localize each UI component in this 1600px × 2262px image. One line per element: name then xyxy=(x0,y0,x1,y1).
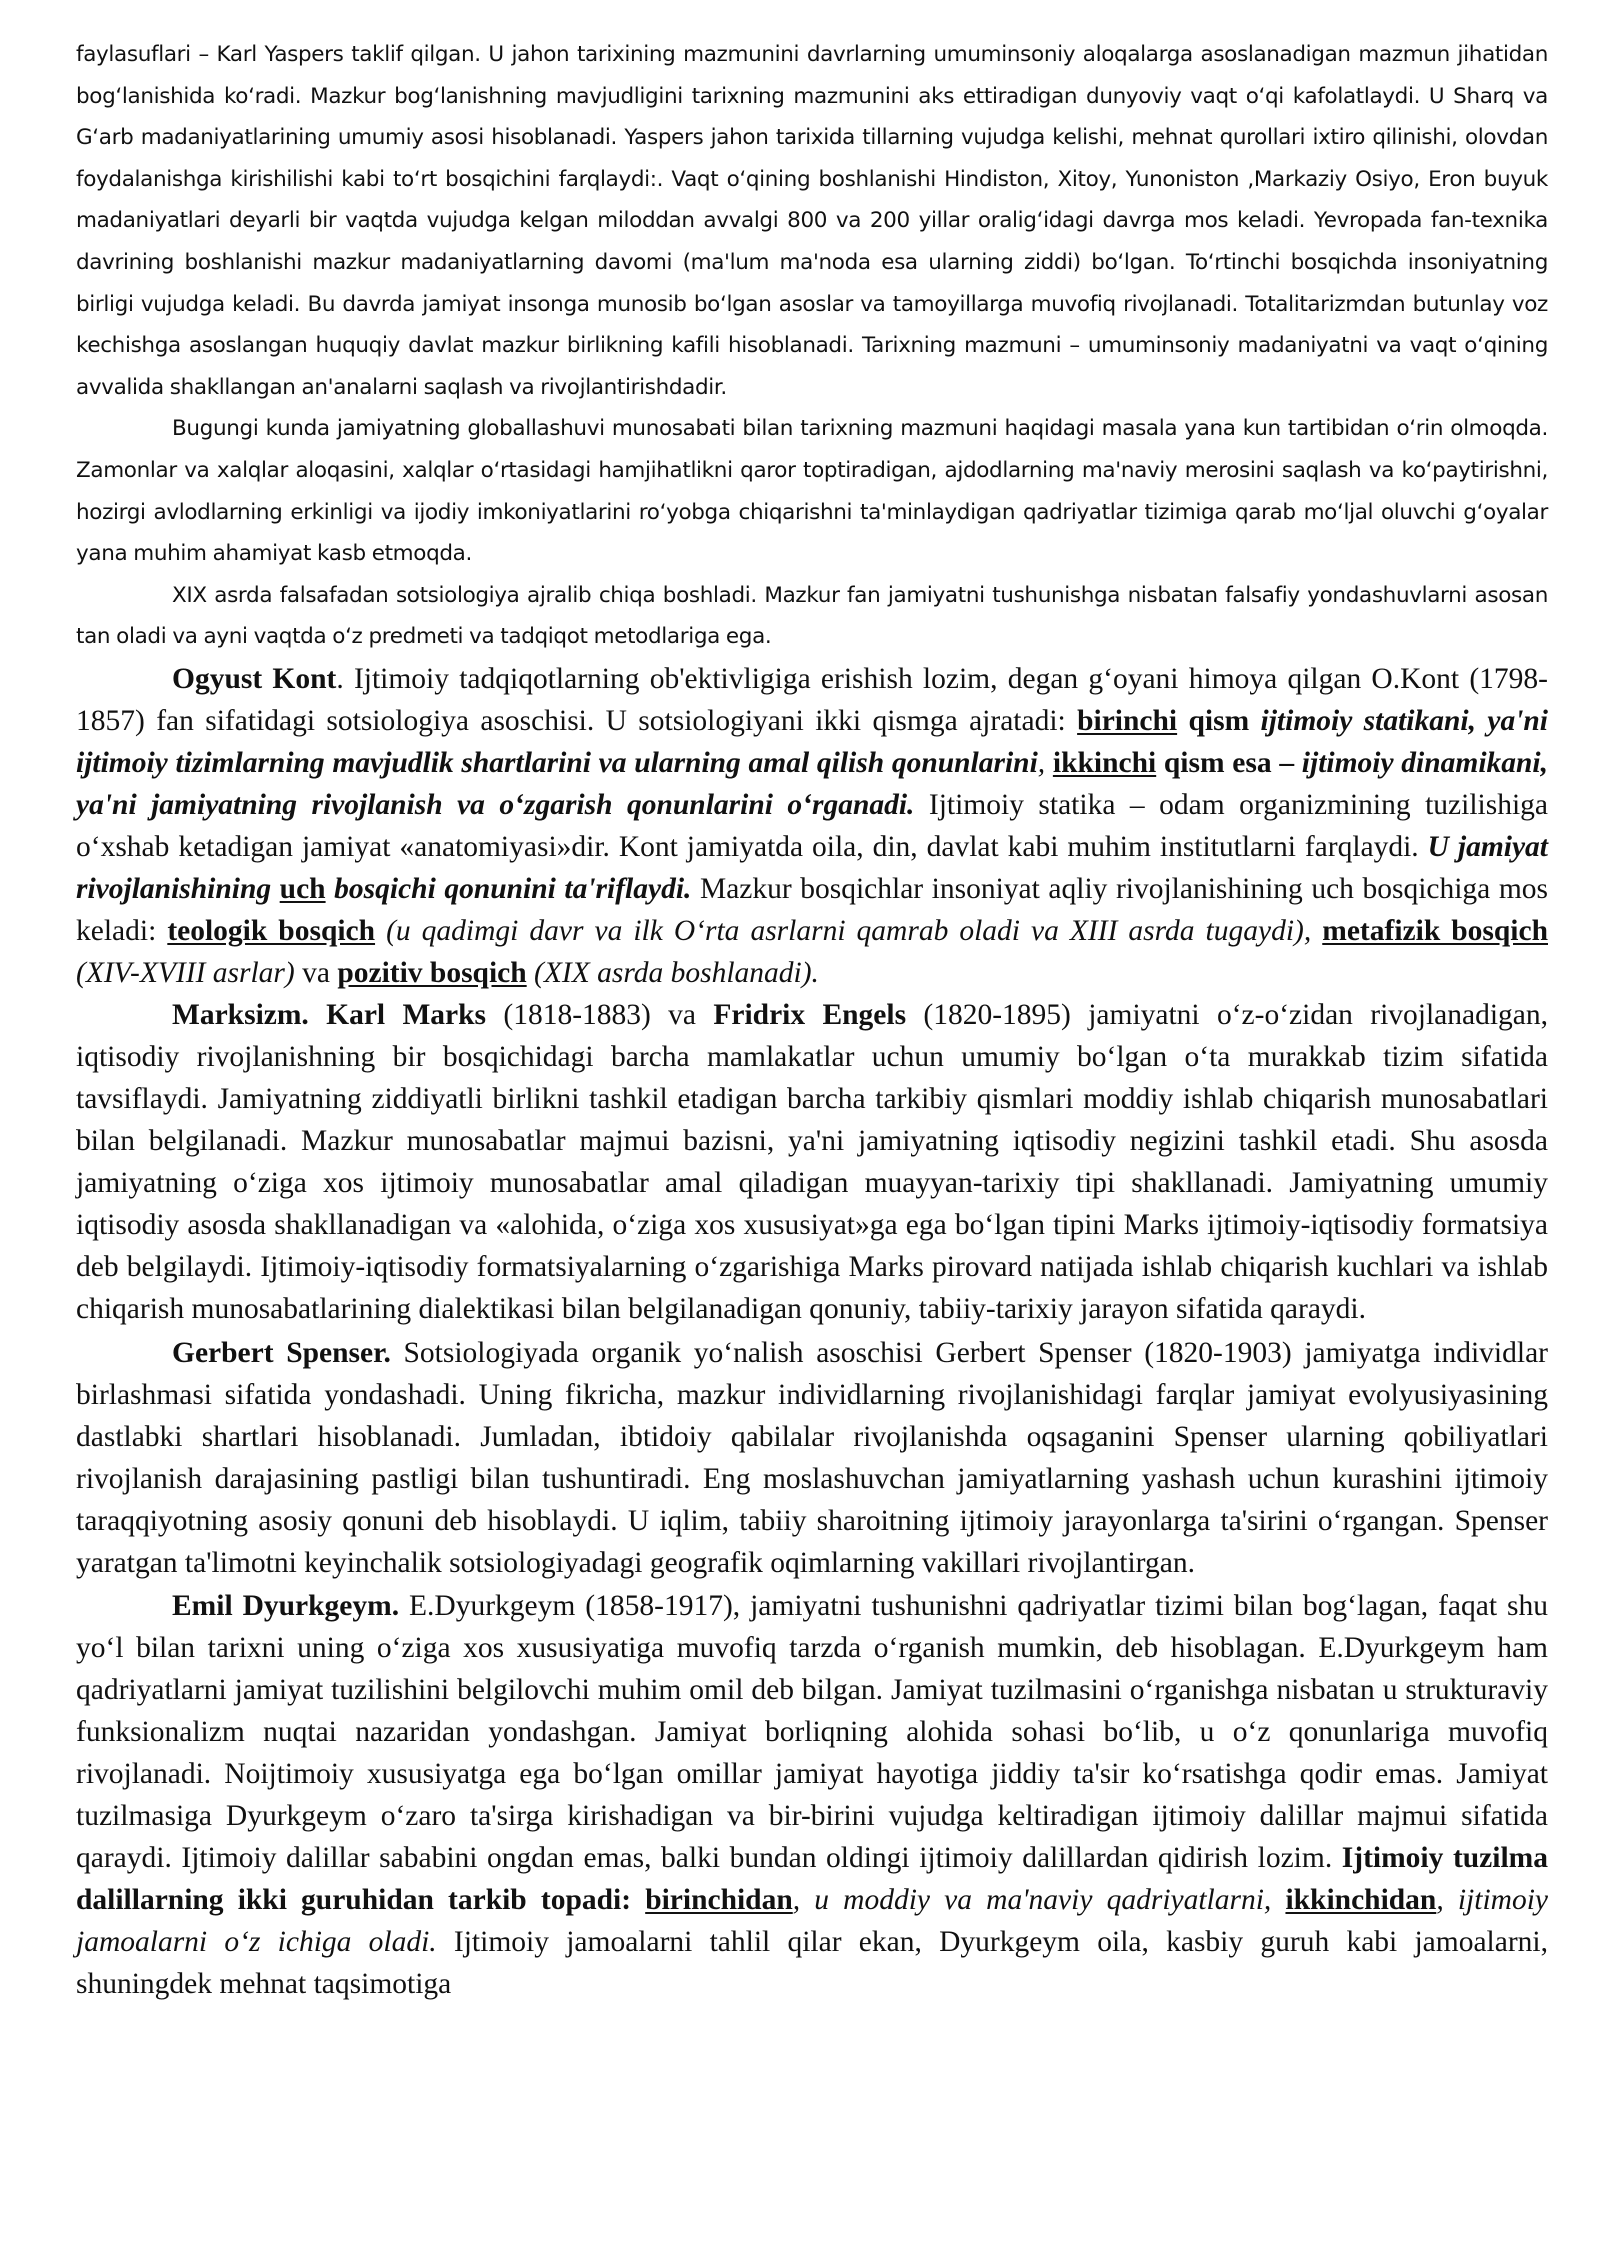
text-run: (1820-1895) jamiyatni o‘z-o‘zidan rivojlanadigan, iqtisodiy rivojlanishning bir bosqichidagi barcha mamlakatlar uchun umumiy bo‘lgan o‘ta murakkab tizim sifatida tavsiflaydi. Jamiyatning ziddiyatli birlikni tashkil etadigan barcha tarkibiy qismlari moddiy ishlab chiqarish munosabatlari bilan belgilanadi. Mazkur munosabatlar majmui bazisni, ya'ni jamiyatning iqtisodiy negizini tashkil etadi. Shu asosda jamiyatning o‘ziga xos ijtimoiy munosabatlar amal qiladigan muayyan-tarixiy tipi shakllanadi. Jamiyatning umumiy iqtisodiy asosda shakllanadigan va «alohida, o‘ziga xos xususiyat»ga ega bo‘lgan tipini Marks ijtimoiy-iqtisodiy formatsiya deb belgilaydi. Ijtimoiy-iqtisodiy formatsiyalarning o‘zgarishiga Marks pirovard natijada ishlab chiqarish kuchlari va ishlab chiqarish munosabatlarining dialektikasi bilan belgilanadigan qonuniy, tabiiy-tarixiy jarayon sifatida qaraydi. xyxy=(76,998,1549,1325)
text-run: ijtimoiy statikani, ya'ni ijtimoiy tizimlarning mavjudlik shartlarini va ularning amal qilish qonunlarini xyxy=(76,704,1548,779)
text-run: , ijtimoiy jamoalarni o‘z ichiga oladi. xyxy=(76,1883,1548,1958)
paragraph-auguste-comte xyxy=(76,658,1548,994)
text-run: Emil Dyurkgeym. xyxy=(172,1589,400,1622)
text-run: pozitiv bosqich xyxy=(337,956,527,989)
text-run: Sotsiologiyada organik yo‘nalish asoschisi Gerbert Spenser (1820-1903) jamiyatga individlar birlashmasi sifatida yondashadi. Uning fikricha, mazkur individlarning rivojlanishidagi farqlar jamiyat evolyusiyasining dastlabki shartlari hisoblanadi. Jumladan, ibtidoiy qabilalar rivojlanishda oqsaganini Spenser ularning qobiliyatlari rivojlanish darajasining pastligi bilan tushuntiradi. Eng moslashuvchan jamiyatlarning yashash uchun kurashini ijtimoiy taraqqiyotning asosiy qonuni deb hisoblaydi. U iqlim, tabiiy sharoitning ijtimoiy jarayonlarga ta'sirini o‘rgangan. Spenser yaratgan ta'limotni keyinchalik sotsiologiyadagi geografik oqimlarning vakillari rivojlantirgan. xyxy=(76,1336,1548,1579)
text-run: (1818-1883) va xyxy=(486,998,714,1031)
text-run: Mazkur bosqichlar insoniyat aqliy rivojlanishining uch bosqichiga mos keladi: xyxy=(76,872,1548,947)
text-run: , xyxy=(1037,746,1053,779)
text-run: ijtimoiy dinamikani, ya'ni jamiyatning rivojlanish va o‘zgarish qonunlarini o‘rganadi. xyxy=(76,746,1549,821)
text-run: (XIV-XVIII asrlar) xyxy=(76,956,295,989)
text-run: ikkinchidan xyxy=(1285,1883,1437,1916)
text-run: E.Dyurkgeym (1858-1917), jamiyatni tushunishni qadriyatlar tizimi bilan bog‘lagan, faqat shu yo‘l bilan tarixni uning o‘ziga xos xususiyatiga muvofiq tarzda o‘rganish mumkin, deb hisoblagan. E.Dyurkgeym ham qadriyatlarni jamiyat tuzilishini belgilovchi muhim omil deb bilgan. Jamiyat tuzilmasini o‘rganishga nisbatan u strukturaviy funksionalizm nuqtai nazaridan yondashgan. Jamiyat borliqning alohida sohasi bo‘lib, u o‘z qonunlariga muvofiq rivojlanadi. Noijtimoiy xususiyatga ega bo‘lgan omillar jamiyat hayotiga jiddiy ta'sir ko‘rsatishga qodir emas. Jamiyat tuzilmasiga Dyurkgeym o‘zaro ta'sirga kirishadigan va bir-birini vujudga keltiradigan ijtimoiy dalillar majmui sifatida qaraydi. Ijtimoiy dalillar sababini ongdan emas, balki bundan oldingi ijtimoiy dalillardan qidirish lozim. xyxy=(76,1589,1548,1874)
text-run xyxy=(631,1884,645,1916)
text-run: teologik bosqich xyxy=(167,914,376,947)
text-run: va xyxy=(294,956,338,989)
text-run: Ijtimoiy jamoalarni tahlil qilar ekan, Dyurkgeym oila, kasbiy guruh kabi jamoalarni, shuningdek mehnat taqsimotiga xyxy=(76,1925,1548,2000)
paragraph-marxism xyxy=(76,994,1548,1330)
text-run: XIX asrda falsafadan sotsiologiya ajralib chiqa boshladi. Mazkur fan jamiyatni tushunishga nisbatan falsafiy yondashuvlarni asosan tan oladi va ayni vaqtda o‘z predmeti va tadqiqot metodlariga ega. xyxy=(76,582,1548,650)
text-run: ikkinchi xyxy=(1052,746,1157,779)
paragraph-emile-durkheim xyxy=(76,1585,1548,2005)
text-run: qism esa – xyxy=(1156,746,1302,779)
text-run: Gerbert Spenser. xyxy=(172,1336,391,1369)
paragraph-sociology-origin xyxy=(76,575,1548,658)
paragraph-yaspers xyxy=(76,34,1548,408)
text-run: Ijtimoiy tuzilma dalillarning ikki guruhidan tarkib topadi: xyxy=(76,1841,1548,1916)
text-run: metafizik bosqich xyxy=(1322,914,1548,947)
text-run: Ogyust Kont xyxy=(172,662,337,695)
text-run: U jamiyat rivojlanishining xyxy=(76,830,1548,905)
text-run: Ijtimoiy statika – odam organizmining tuzilishiga o‘xshab ketadigan jamiyat «anatomiyasi»dir. Kont jamiyatda oila, din, davlat kabi muhim institutlarni farqlaydi. xyxy=(76,788,1548,863)
text-run: birinchidan xyxy=(645,1883,793,1916)
text-run: Fridrix Engels xyxy=(713,998,907,1031)
text-run: , u moddiy va ma'naviy qadriyatlarni, xyxy=(792,1883,1286,1916)
text-run: (u qadimgi davr va ilk O‘rta asrlarni qamrab oladi va XIII asrda tugaydi), xyxy=(375,914,1323,947)
text-run: (XIX asrda boshlanadi). xyxy=(526,956,819,989)
paragraph-herbert-spencer xyxy=(76,1332,1548,1584)
text-run: Bugungi kunda jamiyatning globallashuvi munosabati bilan tarixning mazmuni haqidagi masala yana kun tartibidan o‘rin olmoqda. Zamonlar va xalqlar aloqasini, xalqlar o‘rtasidagi hamjihatlikni qaror toptiradigan, ajdodlarning ma'naviy merosini saqlash va ko‘paytirishni, hozirgi avlodlarning erkinligi va ijodiy imkoniyatlarini ro‘yobga chiqarishni ta'minlaydigan qadriyatlar tizimiga qarab mo‘ljal oluvchi g‘oyalar yana muhim ahamiyat kasb etmoqda. xyxy=(76,416,1548,567)
text-run: . Ijtimoiy tadqiqotlarning ob'ektivligiga erishish lozim, degan g‘oyani himoya qilgan O.Kont (1798-1857) fan sifatidagi sotsiologiya asoschisi. U sotsiologiyani ikki qismga ajratadi: xyxy=(76,662,1548,737)
document-page xyxy=(76,34,1548,2005)
text-run: qism xyxy=(1177,704,1261,737)
text-run: faylasuflari – Karl Yaspers taklif qilgan. U jahon tarixining mazmunini davrlarning umuminsoniy aloqalarga asoslanadigan mazmun jihatidan bog‘lanishida ko‘radi. Mazkur bog‘lanishning mavjudligini tarixning mazmunini aks ettiradigan dunyoviy vaqt o‘qi kafolatlaydi. U Sharq va G‘arb madaniyatlarining umumiy asosi hisoblanadi. Yaspers jahon tarixida tillarning vujudga kelishi, mehnat qurollari ixtiro qilinishi, olovdan foydalanishga kirishilishi kabi to‘rt bosqichini farqlaydi:. Vaqt o‘qining boshlanishi Hindiston, Xitoy, Yunoniston ,Markaziy Osiyo, Eron buyuk madaniyatlari deyarli bir vaqtda vujudga kelgan miloddan avvalgi 800 va 200 yillar oralig‘idagi davrga mos keladi. Yevropada fan-texnika davrining boshlanishi mazkur madaniyatlarning davomi (ma'lum ma'noda esa ularning ziddi) bo‘lgan. To‘rtinchi bosqichda insoniyatning birligi vujudga keladi. Bu davrda jamiyat insonga munosib bo‘lgan asoslar va tamoyillarga muvofiq rivojlanadi. Totalitarizmdan butunlay voz kechishga asoslangan huquqiy davlat mazkur birlikning kafili hisoblanadi. Tarixning mazmuni – umuminsoniy madaniyatni va vaqt o‘qining avvalida shakllangan an'analarni saqlash va rivojlantirishdadir. xyxy=(76,42,1548,400)
paragraph-globalization xyxy=(76,408,1548,574)
text-run: uch xyxy=(279,872,326,905)
text-run: bosqichi qonunini ta'riflaydi. xyxy=(325,872,692,905)
text-run: Marksizm. Karl Marks xyxy=(172,998,487,1031)
text-run: birinchi xyxy=(1077,704,1178,737)
